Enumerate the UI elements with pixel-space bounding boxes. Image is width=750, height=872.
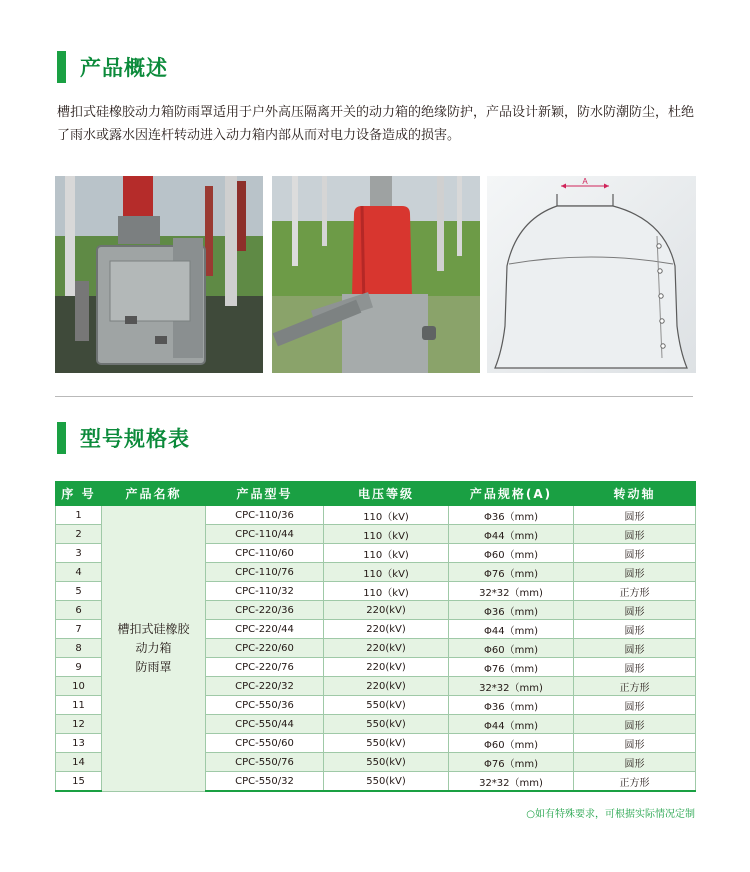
overview-title: 产品概述 bbox=[80, 56, 168, 80]
shaft-cell: 圆形 bbox=[574, 601, 696, 620]
header-shaft: 转动轴 bbox=[574, 482, 696, 506]
spec-cell: Φ44（mm) bbox=[449, 715, 574, 734]
model-cell: CPC-550/36 bbox=[206, 696, 324, 715]
header-model: 产品型号 bbox=[206, 482, 324, 506]
spec-table bbox=[55, 481, 696, 792]
cover-diagram bbox=[487, 176, 696, 373]
model-cell: CPC-550/60 bbox=[206, 734, 324, 753]
model-cell: CPC-220/32 bbox=[206, 677, 324, 696]
model-cell: CPC-220/44 bbox=[206, 620, 324, 639]
row-number: 12 bbox=[56, 715, 102, 734]
photo-power-box bbox=[55, 176, 263, 373]
spec-cell: Φ44（mm) bbox=[449, 525, 574, 544]
header-product-name: 产品名称 bbox=[102, 482, 206, 506]
voltage-cell: 110（kV) bbox=[324, 506, 449, 525]
spec-cell: 32*32（mm) bbox=[449, 677, 574, 696]
voltage-cell: 110（kV) bbox=[324, 563, 449, 582]
table-row bbox=[56, 506, 696, 525]
row-number: 2 bbox=[56, 525, 102, 544]
shaft-cell: 正方形 bbox=[574, 772, 696, 792]
model-cell: CPC-220/76 bbox=[206, 658, 324, 677]
voltage-cell: 220(kV) bbox=[324, 658, 449, 677]
model-cell: CPC-550/32 bbox=[206, 772, 324, 792]
model-cell: CPC-220/60 bbox=[206, 639, 324, 658]
spec-cell: Φ44（mm) bbox=[449, 620, 574, 639]
photo-installed-cover bbox=[272, 176, 480, 373]
shaft-cell: 圆形 bbox=[574, 620, 696, 639]
custom-order-note: ○如有特殊要求，可根据实际情况定制 bbox=[526, 809, 695, 820]
shaft-cell: 圆形 bbox=[574, 658, 696, 677]
voltage-cell: 220(kV) bbox=[324, 620, 449, 639]
row-number: 6 bbox=[56, 601, 102, 620]
row-number: 1 bbox=[56, 506, 102, 525]
row-number: 5 bbox=[56, 582, 102, 601]
spec-cell: 32*32（mm) bbox=[449, 772, 574, 792]
voltage-cell: 550(kV) bbox=[324, 696, 449, 715]
voltage-cell: 550(kV) bbox=[324, 772, 449, 792]
shaft-cell: 圆形 bbox=[574, 696, 696, 715]
specs-section-header bbox=[57, 422, 190, 454]
row-number: 7 bbox=[56, 620, 102, 639]
header-voltage: 电压等级 bbox=[324, 482, 449, 506]
voltage-cell: 110（kV) bbox=[324, 544, 449, 563]
spec-cell: Φ36（mm) bbox=[449, 696, 574, 715]
shaft-cell: 正方形 bbox=[574, 582, 696, 601]
row-number: 11 bbox=[56, 696, 102, 715]
overview-section-header bbox=[57, 51, 168, 83]
row-number: 8 bbox=[56, 639, 102, 658]
shaft-cell: 圆形 bbox=[574, 639, 696, 658]
row-number: 10 bbox=[56, 677, 102, 696]
spec-cell: Φ36（mm) bbox=[449, 506, 574, 525]
section-accent-bar bbox=[57, 422, 66, 454]
voltage-cell: 220(kV) bbox=[324, 677, 449, 696]
model-cell: CPC-550/44 bbox=[206, 715, 324, 734]
row-number: 9 bbox=[56, 658, 102, 677]
shaft-cell: 圆形 bbox=[574, 506, 696, 525]
voltage-cell: 110（kV) bbox=[324, 525, 449, 544]
voltage-cell: 550(kV) bbox=[324, 715, 449, 734]
model-cell: CPC-110/36 bbox=[206, 506, 324, 525]
model-cell: CPC-110/32 bbox=[206, 582, 324, 601]
shaft-cell: 圆形 bbox=[574, 563, 696, 582]
spec-cell: Φ36（mm) bbox=[449, 601, 574, 620]
shaft-cell: 正方形 bbox=[574, 677, 696, 696]
shaft-cell: 圆形 bbox=[574, 544, 696, 563]
spec-cell: Φ60（mm) bbox=[449, 734, 574, 753]
spec-cell: Φ60（mm) bbox=[449, 544, 574, 563]
shaft-cell: 圆形 bbox=[574, 525, 696, 544]
overview-text: 槽扣式硅橡胶动力箱防雨罩适用于户外高压隔离开关的动力箱的绝缘防护，产品设计新颖，防水防潮防尘，杜绝了雨水或露水因连杆转动进入动力箱内部从而对电力设备造成的损害。 bbox=[57, 105, 695, 143]
spec-cell: Φ76（mm) bbox=[449, 753, 574, 772]
section-accent-bar bbox=[57, 51, 66, 83]
voltage-cell: 220(kV) bbox=[324, 639, 449, 658]
header-no: 序 号 bbox=[56, 482, 102, 506]
voltage-cell: 220(kV) bbox=[324, 601, 449, 620]
section-divider bbox=[55, 396, 693, 397]
model-cell: CPC-220/36 bbox=[206, 601, 324, 620]
row-number: 3 bbox=[56, 544, 102, 563]
model-cell: CPC-110/60 bbox=[206, 544, 324, 563]
row-number: 15 bbox=[56, 772, 102, 792]
spec-cell: 32*32（mm) bbox=[449, 582, 574, 601]
model-cell: CPC-550/76 bbox=[206, 753, 324, 772]
table-header-row bbox=[56, 482, 696, 506]
spec-cell: Φ76（mm) bbox=[449, 563, 574, 582]
spec-cell: Φ60（mm) bbox=[449, 639, 574, 658]
model-cell: CPC-110/44 bbox=[206, 525, 324, 544]
row-number: 4 bbox=[56, 563, 102, 582]
product-name-line: 槽扣式硅橡胶 bbox=[117, 621, 190, 636]
voltage-cell: 550(kV) bbox=[324, 753, 449, 772]
row-number: 14 bbox=[56, 753, 102, 772]
specs-title: 型号规格表 bbox=[80, 427, 190, 451]
product-name-cell bbox=[102, 506, 206, 792]
shaft-cell: 圆形 bbox=[574, 734, 696, 753]
shaft-cell: 圆形 bbox=[574, 715, 696, 734]
model-cell: CPC-110/76 bbox=[206, 563, 324, 582]
header-spec: 产品规格(A) bbox=[449, 482, 574, 506]
dimension-label: A bbox=[582, 177, 588, 186]
voltage-cell: 110（kV) bbox=[324, 582, 449, 601]
product-name-line: 防雨罩 bbox=[135, 659, 172, 674]
spec-cell: Φ76（mm) bbox=[449, 658, 574, 677]
product-name-line: 动力箱 bbox=[135, 640, 172, 655]
voltage-cell: 550(kV) bbox=[324, 734, 449, 753]
shaft-cell: 圆形 bbox=[574, 753, 696, 772]
row-number: 13 bbox=[56, 734, 102, 753]
